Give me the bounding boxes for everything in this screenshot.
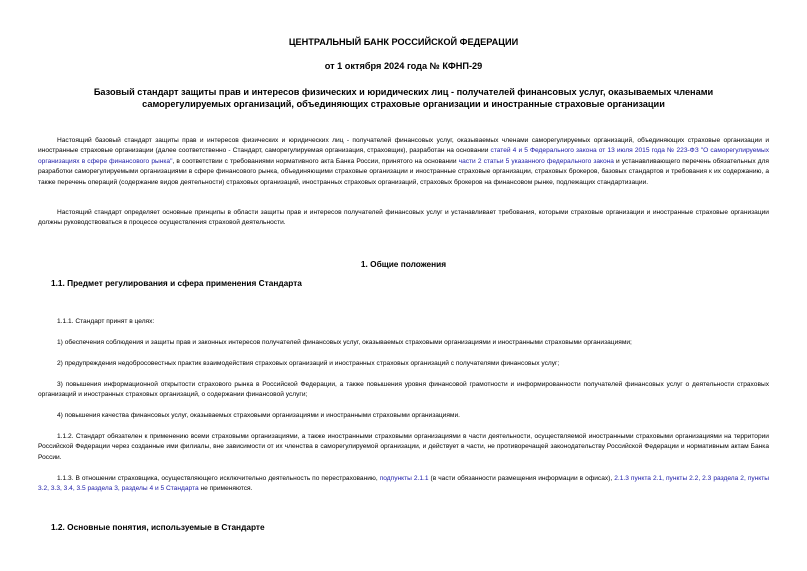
paragraph-1-1-2: 1.1.2. Стандарт обязателен к применению всеми страховыми организациями, а также иностранными страховыми организациями в части деятельности, осуществляемой иностранными страховыми организациями на территории Российской Федерации через созданные ими филиалы, вне зависимости от их членства в саморегулируемой организации, и действует в части, не противоречащей законодательству Российской Федерации и нормативным актам Банка России. <box>38 433 769 461</box>
p113-text-b: (в части обязанности размещения информации в офисах), <box>428 475 615 482</box>
intro-text-b: , в соответствии с требованиями нормативного акта Банка России, принятого на основании <box>172 157 459 165</box>
paragraph-1-1-1: 1.1.1. Стандарт принят в целях: <box>57 318 155 325</box>
list-item-4: 4) повышения качества финансовых услуг, оказываемых страховыми организациями и иностранными страховыми организациями. <box>57 412 460 419</box>
list-item-1: 1) обеспечения соблюдения и защиты прав и законных интересов получателей финансовых услуг, оказываемых страховыми организациями и иностранными страховыми организациями; <box>57 339 632 346</box>
law-part-link[interactable]: части 2 статьи 5 указанного федерального закона <box>458 157 614 165</box>
list-item-3: 3) повышения информационной открытости страхового рынка в Российской Федерации, а также повышения уровня финансовой грамотности и информированности получателей финансовых услуг о деятельности страховых организаций и иностранных страховых организаций, о содержании финансовой услуги; <box>38 381 769 399</box>
p113-text-c: не применяются. <box>198 485 253 493</box>
intro-paragraph-1 <box>38 136 769 188</box>
paragraph-1-1-3 <box>38 474 769 495</box>
intro-text-c: и устанавливающего перечень обязательных для разработки саморегулируемыми организациями в сфере финансового рынка, объединяющими страховые организации и иностранные страховые организации, страховых брокеров, базовых стандартов и требования к их содержанию, а также перечень операций (содержание видов деятельности) страховых организаций, иностранных страховых организаций, страховых брокеров на финансовом рынке, подлежащих стандартизации. <box>38 157 769 186</box>
issuer-title: ЦЕНТРАЛЬНЫЙ БАНК РОССИЙСКОЙ ФЕДЕРАЦИИ <box>288 37 519 47</box>
p113-text-a: 1.1.3. В отношении страховщика, осуществляющего исключительно деятельность по перестрахованию, <box>57 475 380 482</box>
section-1-title: 1. Общие положения <box>360 259 447 269</box>
document-date-number: от 1 октября 2024 года № КФНП-29 <box>324 61 483 71</box>
subsection-1-2-title: 1.2. Основные понятия, используемые в Стандарте <box>51 522 265 532</box>
law-articles-link[interactable]: статей 4 и 5 Федерального закона от 13 июля 2015 года № 223-ФЗ "О саморегулируемых организациях в сфере финансового рынка" <box>38 147 769 165</box>
sections-list-link[interactable]: 2.1.3 пункта 2.1, пункты 2.2, 2.3 раздела 2, пункты 3.2, 3.3, 3.4, 3.5 раздела 3, разделы 4 и 5 Стандарта <box>38 475 770 493</box>
list-item-2: 2) предупреждения недобросовестных практик взаимодействия страховых организаций и иностранных страховых организаций с получателями финансовых услуг; <box>57 360 560 367</box>
intro-text-a: Настоящий базовый стандарт защиты прав и интересов физических и юридических лиц - получателей финансовых услуг, оказываемых членами саморегулируемых организаций, объединяющих страховые организации и иностранные страховые организации (далее соответственно - Стандарт, саморегулируемая организация, страховщик), разработан на основании <box>38 137 769 155</box>
document-title: Базовый стандарт защиты прав и интересов физических и юридических лиц - получателей финансовых услуг, оказываемых членами саморегулируемых организаций, объединяющих страховые организации и иностранные страховые организации <box>93 87 714 109</box>
intro-paragraph-2: Настоящий стандарт определяет основные принципы в области защиты прав и интересов получателей финансовых услуг и устанавливает требования, которыми страховые организации и иностранные страховые организации должны руководствоваться в процессе осуществления страховой деятельности. <box>38 209 769 227</box>
subsection-1-1-title: 1.1. Предмет регулирования и сфера применения Стандарта <box>51 278 302 288</box>
subparagraph-2-1-1-link[interactable]: подпункты 2.1.1 <box>379 475 429 482</box>
